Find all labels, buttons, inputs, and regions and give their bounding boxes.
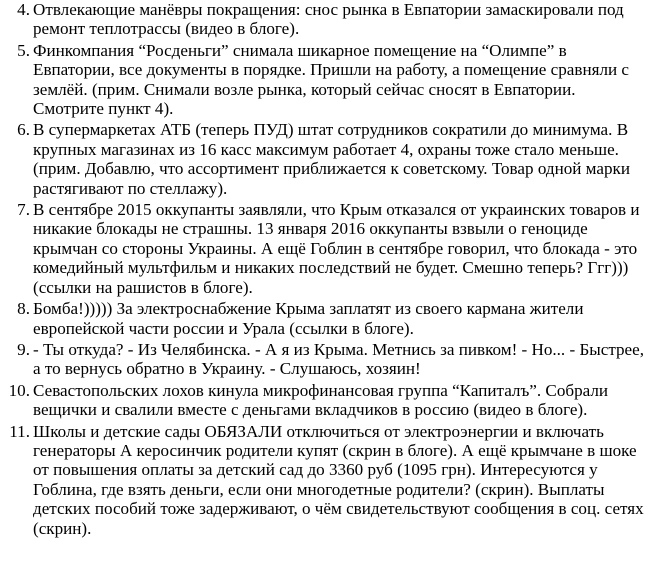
item-text: Финкомпания “Росденьги” снимала шикарное помещение на “Олимпе” в Евпатории, все документы в порядке. Пришли на работу, а помещение сравняли с землёй. (прим. Снимали возле рынка, который сейчас сносят в Евпатории. Смотрите пункт 4). (33, 40, 630, 119)
item-number (0, 299, 30, 338)
item-number-text: 5. (17, 40, 30, 60)
item-text: Бомба!))))) За электроснабжение Крыма заплатят из своего кармана жители европейской части россии и Урала (ссылки в блоге). (33, 299, 584, 338)
item-number (0, 41, 30, 119)
list-item (0, 120, 648, 198)
item-text: Отвлекающие манёвры покращения: снос рынка в Евпатории замаскировали под ремонт теплотрассы (видео в блоге). (33, 0, 624, 39)
item-number (0, 120, 30, 198)
item-number (0, 422, 30, 538)
item-text: - Ты откуда? - Из Челябинска. - А я из Крыма. Метнись за пивком! - Но... - Быстрее, а то вернусь обратно в Украину. - Слушаюсь, хозяин! (33, 339, 645, 379)
item-number-text: 10. (8, 380, 30, 400)
list-item (0, 41, 648, 119)
list-item (0, 299, 648, 338)
list-item (0, 200, 648, 297)
list-item (0, 0, 648, 39)
item-number-text: 8. (17, 299, 30, 319)
item-number (0, 381, 30, 420)
item-number (0, 0, 30, 39)
item-number-text: 6. (17, 120, 30, 140)
item-text: Школы и детские сады ОБЯЗАЛИ отключиться от электроэнергии и включать генераторы А керосинчик родители купят (скрин в блоге). А ещё крымчане в шоке от повышения оплаты за детский сад до 3360 руб (1095 грн). Интересуются у Гоблина, где взять деньги, если они многодетные родители? (скрин). Выплаты детских пособий тоже задерживают, о чём свидетельствуют сообщения в соц. сетях (скрин). (33, 421, 644, 538)
item-text: В супермаркетах АТБ (теперь ПУД) штат сотрудников сократили до минимума. В крупных магазинах из 16 касс максимум работает 4, охраны тоже стало меньше. (прим. Добавлю, что ассортимент приближается к советскому. Товар одной марки растягивают по стеллажу). (33, 120, 630, 198)
list-item (0, 381, 648, 420)
item-text: Севастопольских лохов кинула микрофинансовая группа “Капиталъ”. Собрали вещички и свалили вместе с деньгами вкладчиков в россию (видео в блоге). (33, 380, 609, 420)
item-number-text: 9. (17, 339, 30, 359)
item-number (0, 200, 30, 297)
item-text: В сентябре 2015 оккупанты заявляли, что Крым отказался от украинских товаров и никакие блокады не страшны. 13 января 2016 оккупанты взвыли о геноциде крымчан со стороны Украины. А ещё Гоблин в сентябре говорил, что блокада - это комедийный мультфильм и никаких последствий не будет. Смешно теперь? Ггг))) (ссылки на рашистов в блоге). (33, 200, 640, 297)
item-number-text: 7. (17, 200, 30, 220)
list-item (0, 422, 648, 538)
item-number-text: 4. (17, 0, 30, 19)
item-number (0, 340, 30, 379)
list-item (0, 340, 648, 379)
item-number-text: 11. (9, 421, 30, 441)
